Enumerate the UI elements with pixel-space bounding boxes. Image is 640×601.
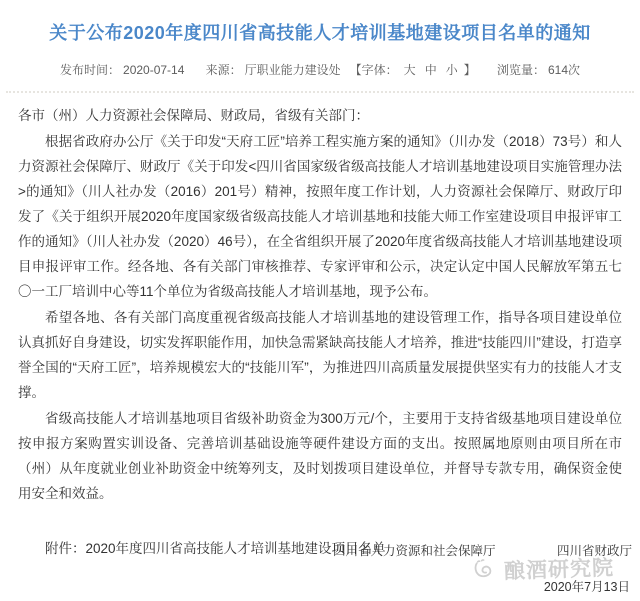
source-label: 来源：	[205, 63, 242, 77]
font-size-small-button[interactable]: 小	[445, 63, 458, 77]
font-size-medium-button[interactable]: 中	[424, 63, 437, 77]
publish-time-value: 2020-07-14	[123, 62, 185, 77]
signature-hr-department: 四川省人力资源和社会保障厅	[332, 544, 496, 558]
font-size-bracket-close: 】	[463, 63, 476, 77]
notice-body	[0, 93, 640, 561]
document-date: 2020年7月13日	[543, 580, 630, 594]
attachment-link[interactable]: 附件：2020年度四川省高技能人才培训基地建设项目名单	[45, 541, 386, 556]
publish-time	[60, 61, 184, 78]
watermark-text: 酿酒研究院	[503, 556, 615, 584]
font-size-bracket-open: 【字体：	[349, 63, 398, 77]
salutation: 各市（州）人力资源社会保障局、财政局，省级有关部门：	[18, 108, 369, 123]
source-and-font	[206, 61, 476, 78]
font-size-large-button[interactable]: 大	[403, 63, 416, 77]
watermark-logo-icon	[473, 558, 500, 585]
paragraph-expectations: 希望各地、各有关部门高度重视省级高技能人才培训基地的建设管理工作，指导各项目建设单位认真抓好自身建设，切实发挥职能作用，加快急需紧缺高技能人才培养，推进“技能四川”建设，打造享誉全国的“天府工匠”，培养规模宏大的“技能川军”，为推进四川高质量发展提供坚实有力的技能人才支撑。	[18, 310, 622, 400]
paragraph-basis: 根据省政府办公厅《关于印发“天府工匠”培养工程实施方案的通知》（川办发（2018）73号）和人力资源社会保障厅、财政厅《关于印发<四川省国家级省级高技能人才培训基地建设项目实施管理办法>的通知》（川人社办发（2016）201号）精神，按照年度工作计划，人力资源社会保障厅、财政厅印发了《关于组织开展2020年度国家级省级高技能人才培训基地和技能大师工作室建设项目申报评审工作的通知》（川人社办发（2020）46号），在全省组织开展了2020年度省级高技能人才培训基地建设项目申报评审工作。经各地、各有关部门审核推荐、专家评审和公示，决定认定中国人民解放军第五七〇一工厂培训中心等11个单位为省级高技能人才培训基地，现予公布。	[18, 134, 622, 299]
view-count	[497, 61, 580, 78]
meta-row	[60, 61, 580, 78]
page-title: 关于公布2020年度四川省高技能人才培训基地建设项目名单的通知	[49, 23, 591, 43]
view-count-value: 614次	[547, 63, 580, 77]
source-value: 厅职业能力建设处	[244, 63, 341, 77]
view-count-label: 浏览量：	[496, 63, 545, 77]
publish-time-label: 发布时间：	[60, 63, 121, 77]
signature-finance-department: 四川省财政厅	[556, 544, 632, 558]
paragraph-funding: 省级高技能人才培训基地项目省级补助资金为300万元/个，主要用于支持省级基地项目建设单位按申报方案购置实训设备、完善培训基础设施等硬件建设方面的支出。按照属地原则由项目所在市（州）从年度就业创业补助资金中统筹列支，及时划拨项目建设单位，并督导专款专用，确保资金使用安全和效益。	[18, 411, 622, 501]
